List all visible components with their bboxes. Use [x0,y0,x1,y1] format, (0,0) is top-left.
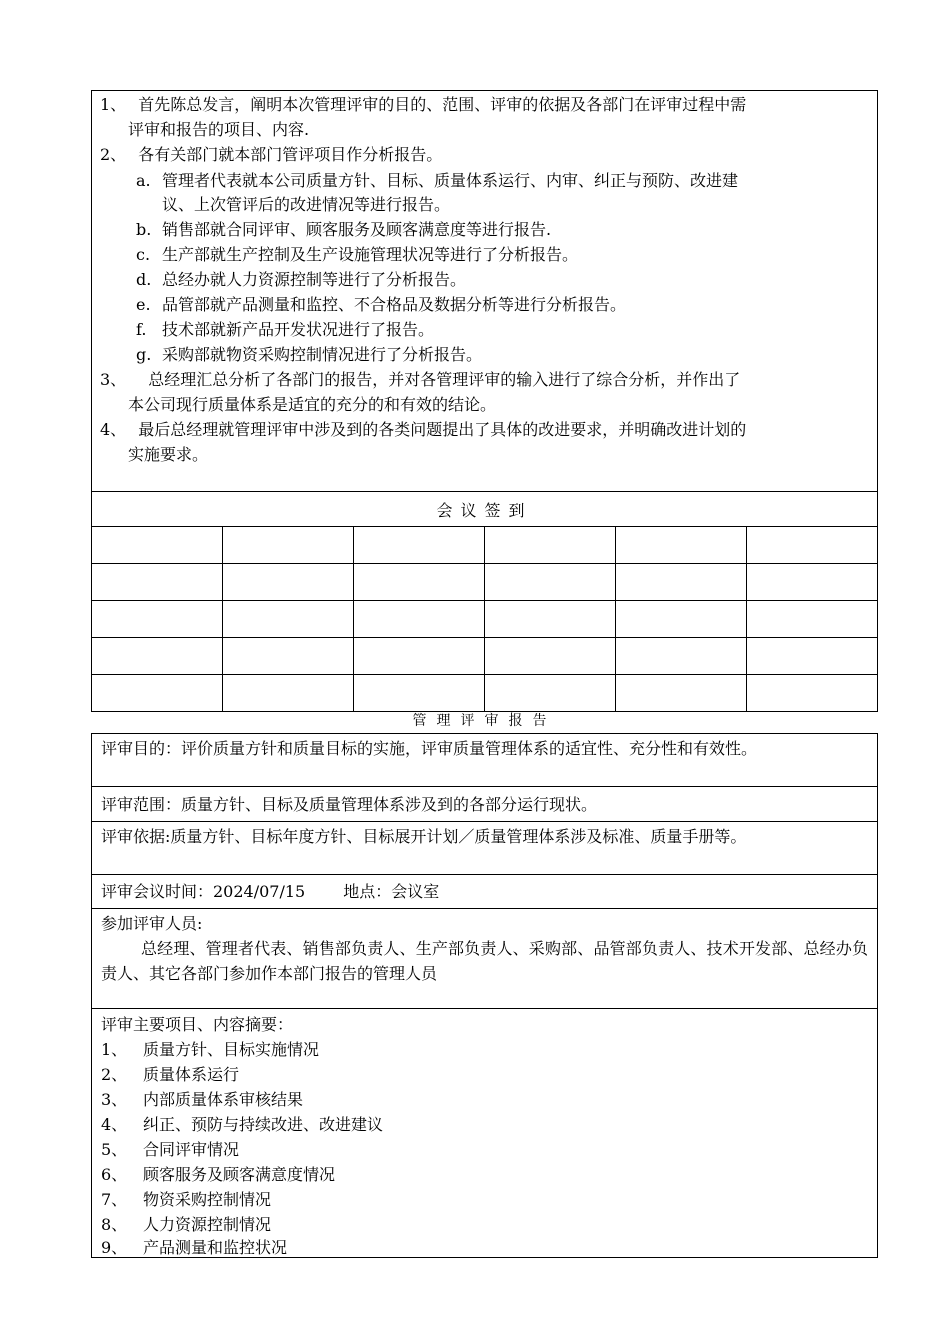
summary-item-text: 内部质量体系审核结果 [143,1090,304,1109]
sign-in-cell[interactable] [747,675,878,712]
sub-text: 总经办就人力资源控制等进行了分析报告。 [162,270,467,289]
proceeding-sub-c [136,243,578,267]
sign-in-cell[interactable] [92,638,223,675]
sign-in-cell[interactable] [92,601,223,638]
sub-text: 采购部就物资采购控制情况进行了分析报告。 [162,345,483,364]
sub-letter: c. [136,245,151,264]
sign-in-cell[interactable] [92,527,223,564]
item-number: 2、 [100,145,127,164]
participants-label: 参加评审人员: [101,914,203,933]
review-time-place [101,879,868,904]
proceeding-sub-b [136,218,551,242]
proceeding-item-3-cont: 本公司现行质量体系是适宜的充分的和有效的结论。 [128,395,497,414]
review-scope: 评审范围：质量方针、目标及质量管理体系涉及到的各部分运行现状。 [101,795,598,814]
summary-item-number: 4、 [101,1115,128,1134]
sign-in-title: 会议签到 [92,492,878,527]
proceeding-sub-a-cont: 议、上次管评后的改进情况等进行报告。 [162,195,451,214]
sign-in-cell[interactable] [354,601,485,638]
summary-item-text: 合同评审情况 [143,1140,240,1159]
proceeding-sub-f [136,318,434,342]
sign-in-cell[interactable] [485,601,616,638]
item-text: 各有关部门就本部门管评项目作分析报告。 [138,145,443,164]
summary-item-number: 6、 [101,1165,128,1184]
summary-item-text: 质量体系运行 [143,1065,240,1084]
item-number: 1、 [100,95,127,114]
summary-item-number: 2、 [101,1065,128,1084]
sign-in-row [92,601,878,638]
meeting-proceedings-box [91,90,878,492]
sub-letter: b. [136,220,152,239]
item-number: 4、 [100,420,127,439]
sign-in-cell[interactable] [485,638,616,675]
sign-in-row [92,675,878,712]
summary-item-number: 7、 [101,1190,128,1209]
summary-item [101,1187,868,1212]
summary-item [101,1212,868,1237]
sign-in-cell[interactable] [485,564,616,601]
proceeding-item-4-cont: 实施要求。 [128,445,209,464]
participants-row [91,908,878,1009]
sub-letter: g. [136,345,152,364]
sign-in-table [91,491,878,712]
sign-in-row [92,638,878,675]
sub-text: 生产部就生产控制及生产设施管理状况等进行了分析报告。 [162,245,579,264]
sub-text: 管理者代表就本公司质量方针、目标、质量体系运行、内审、纠正与预防、改进建 [162,171,739,190]
sign-in-cell[interactable] [223,601,354,638]
review-place: 地点：会议室 [343,882,440,901]
sign-in-row [92,527,878,564]
summary-item-text: 产品测量和监控状况 [143,1238,288,1257]
sign-in-cell[interactable] [616,564,747,601]
summary-item-text: 顾客服务及顾客满意度情况 [143,1165,336,1184]
proceeding-item-4 [100,418,746,442]
sub-letter: d. [136,270,152,289]
report-title: 管理评审报告 [412,713,557,729]
sign-in-cell[interactable] [616,638,747,675]
item-text: 总经理汇总分析了各部门的报告，并对各管理评审的输入进行了综合分析，并作出了 [148,370,741,389]
summary-label: 评审主要项目、内容摘要： [101,1015,294,1034]
summary-row [91,1008,878,1258]
summary-item-text: 质量方针、目标实施情况 [143,1040,320,1059]
summary-item-number: 1、 [101,1040,128,1059]
summary-item-text: 纠正、预防与持续改进、改进建议 [143,1115,384,1134]
summary-item [101,1037,868,1062]
proceeding-item-1 [100,93,746,117]
sign-in-cell[interactable] [485,675,616,712]
sign-in-cell[interactable] [354,675,485,712]
proceeding-sub-e [136,293,626,317]
sign-in-cell[interactable] [747,601,878,638]
sub-text: 技术部就新产品开发状况进行了报告。 [162,320,435,339]
summary-item [101,1087,868,1112]
item-text: 首先陈总发言，阐明本次管理评审的目的、范围、评审的依据及各部门在评审过程中需 [138,95,747,114]
sign-in-cell[interactable] [354,527,485,564]
sub-text: 品管部就产品测量和监控、不合格品及数据分析等进行分析报告。 [162,295,627,314]
sign-in-cell[interactable] [354,564,485,601]
proceeding-sub-a [136,169,738,193]
summary-item [101,1162,868,1187]
proceeding-sub-d [136,268,466,292]
review-basis-row [91,821,878,875]
sign-in-cell[interactable] [747,638,878,675]
proceeding-sub-g [136,343,482,367]
review-time: 评审会议时间：2024/07/15 [101,882,306,901]
item-number: 3、 [100,370,127,389]
sign-in-cell[interactable] [223,564,354,601]
proceeding-item-3 [100,368,740,392]
item-text: 最后总经理就管理评审中涉及到的各类问题提出了具体的改进要求，并明确改进计划的 [138,420,747,439]
review-scope-row [91,786,878,822]
sign-in-cell[interactable] [223,527,354,564]
sign-in-cell[interactable] [747,564,878,601]
summary-item-text: 人力资源控制情况 [143,1215,272,1234]
review-purpose: 评审目的：评价质量方针和质量目标的实施，评审质量管理体系的适宜性、充分性和有效性。 [101,739,758,758]
sign-in-cell[interactable] [92,675,223,712]
proceeding-item-2 [100,143,442,167]
sign-in-cell[interactable] [616,675,747,712]
summary-item [101,1235,868,1260]
sub-letter: f. [136,320,147,339]
summary-item-number: 9、 [101,1238,128,1257]
proceeding-item-1-cont: 评审和报告的项目、内容. [128,120,310,139]
sign-in-cell[interactable] [92,564,223,601]
sub-letter: a. [136,171,151,190]
summary-item [101,1112,868,1137]
sign-in-cell[interactable] [485,527,616,564]
summary-item-text: 物资采购控制情况 [143,1190,272,1209]
sign-in-cell[interactable] [223,675,354,712]
sign-in-row [92,564,878,601]
review-basis: 评审依据:质量方针、目标年度方针、目标展开计划／质量管理体系涉及标准、质量手册等。 [101,827,747,846]
sign-in-cell[interactable] [223,638,354,675]
sub-text: 销售部就合同评审、顾客服务及顾客满意度等进行报告. [162,220,552,239]
summary-item [101,1137,868,1162]
summary-item-number: 8、 [101,1215,128,1234]
participants-list: 总经理、管理者代表、销售部负责人、生产部负责人、采购部、品管部负责人、技术开发部、总经办负责人、其它各部门参加作本部门报告的管理人员 [101,939,868,983]
review-time-row [91,874,878,909]
sub-letter: e. [136,295,151,314]
summary-item-number: 5、 [101,1140,128,1159]
sign-in-cell[interactable] [616,601,747,638]
summary-item-number: 3、 [101,1090,128,1109]
sign-in-cell[interactable] [747,527,878,564]
sign-in-cell[interactable] [354,638,485,675]
summary-item [101,1062,868,1087]
sign-in-cell[interactable] [616,527,747,564]
review-purpose-row [91,733,878,787]
